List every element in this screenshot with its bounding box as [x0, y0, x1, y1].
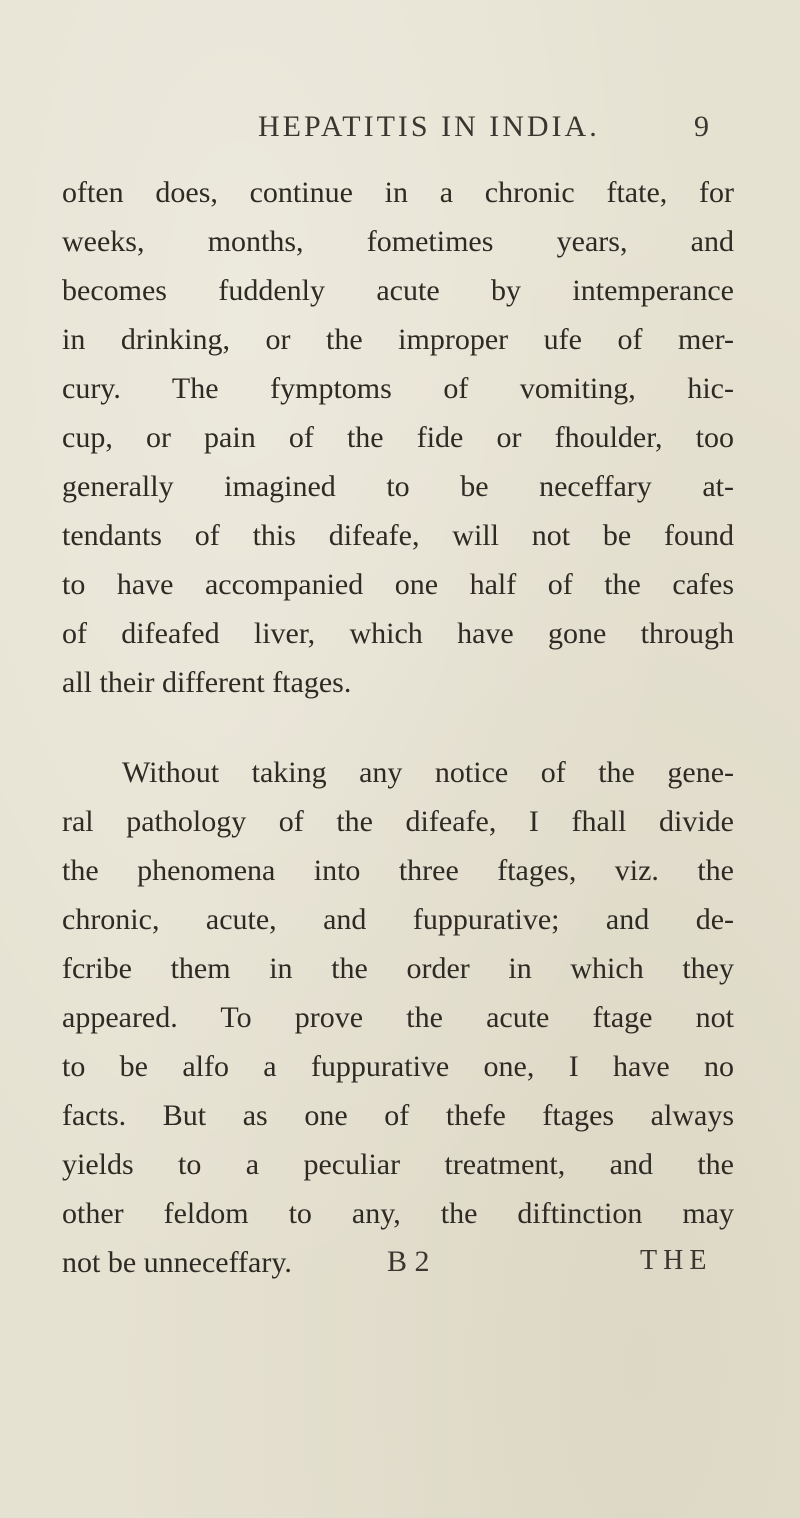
text-line: fcribe them in the order in which they: [62, 952, 734, 985]
body-text: [62, 168, 734, 1287]
text-line: generally imagined to be neceffary at-: [62, 470, 734, 503]
page-footer: [0, 1245, 800, 1295]
text-line: chronic, acute, and fuppurative; and de-: [62, 903, 734, 936]
paragraph-spacer: [62, 707, 734, 748]
signature-mark: B 2: [387, 1245, 430, 1278]
text-line: other feldom to any, the diftinction may: [62, 1197, 734, 1230]
text-line: in drinking, or the improper ufe of mer-: [62, 323, 734, 356]
text-line: often does, continue in a chronic ftate, for: [62, 176, 734, 209]
text-line: of difeafed liver, which have gone through: [62, 617, 734, 650]
text-line: appeared. To prove the acute ftage not: [62, 1001, 734, 1034]
text-line: Without taking any notice of the gene-: [122, 756, 734, 789]
text-line: all their different ftages.: [62, 666, 352, 699]
text-line: to have accompanied one half of the cafes: [62, 568, 734, 601]
catchword: THE: [640, 1245, 713, 1276]
text-line: tendants of this difeafe, will not be found: [62, 519, 734, 552]
running-title: HEPATITIS IN INDIA.: [258, 110, 600, 143]
text-line: the phenomena into three ftages, viz. the: [62, 854, 734, 887]
text-line: cury. The fymptoms of vomiting, hic-: [62, 372, 734, 405]
text-line: becomes fuddenly acute by intemperance: [62, 274, 734, 307]
text-line: ral pathology of the difeafe, I fhall divide: [62, 805, 734, 838]
paragraph: [62, 168, 734, 707]
text-line: yields to a peculiar treatment, and the: [62, 1148, 734, 1181]
text-line: to be alfo a fuppurative one, I have no: [62, 1050, 734, 1083]
paragraph: [62, 748, 734, 1287]
text-line: not be unneceffary.: [62, 1246, 292, 1279]
page-number: 9: [694, 110, 709, 143]
text-line: weeks, months, fometimes years, and: [62, 225, 734, 258]
page-header: [258, 110, 718, 158]
text-line: facts. But as one of thefe ftages always: [62, 1099, 734, 1132]
text-line: cup, or pain of the fide or fhoulder, too: [62, 421, 734, 454]
